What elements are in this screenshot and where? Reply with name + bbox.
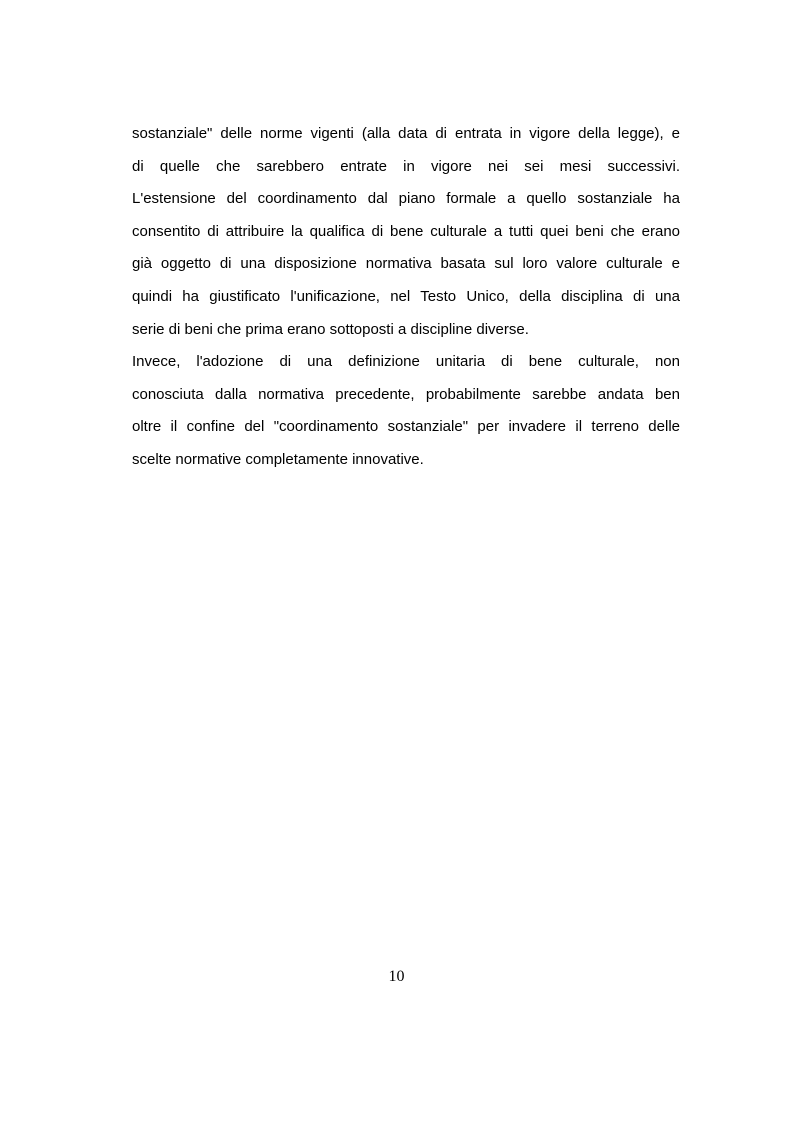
body-text: [132, 118, 680, 477]
text-line: sostanziale" delle norme vigenti (alla data di entrata in vigore della legge), e: [132, 125, 680, 142]
text-line: quindi ha giustificato l'unificazione, nel Testo Unico, della disciplina di una: [132, 287, 680, 305]
paragraph-1: [132, 118, 680, 346]
text-line: L'estensione del coordinamento dal piano formale a quello sostanziale ha: [132, 190, 680, 208]
text-line: Invece, l'adozione di una definizione unitaria di bene culturale, non: [132, 353, 680, 371]
text-line: già oggetto di una disposizione normativa basata sul loro valore culturale e: [132, 255, 680, 273]
text-line: conosciuta dalla normativa precedente, probabilmente sarebbe andata ben: [132, 385, 680, 403]
text-line: oltre il confine del "coordinamento sostanziale" per invadere il terreno delle: [132, 418, 680, 436]
text-line: di quelle che sarebbero entrate in vigore nei sei mesi successivi.: [132, 157, 680, 175]
text-line: scelte normative completamente innovative.: [132, 450, 424, 468]
paragraph-2: [132, 346, 680, 476]
text-line: consentito di attribuire la qualifica di bene culturale a tutti quei beni che erano: [132, 222, 680, 240]
page-number: 10: [388, 968, 405, 985]
text-line: serie di beni che prima erano sottoposti a discipline diverse.: [132, 320, 529, 338]
